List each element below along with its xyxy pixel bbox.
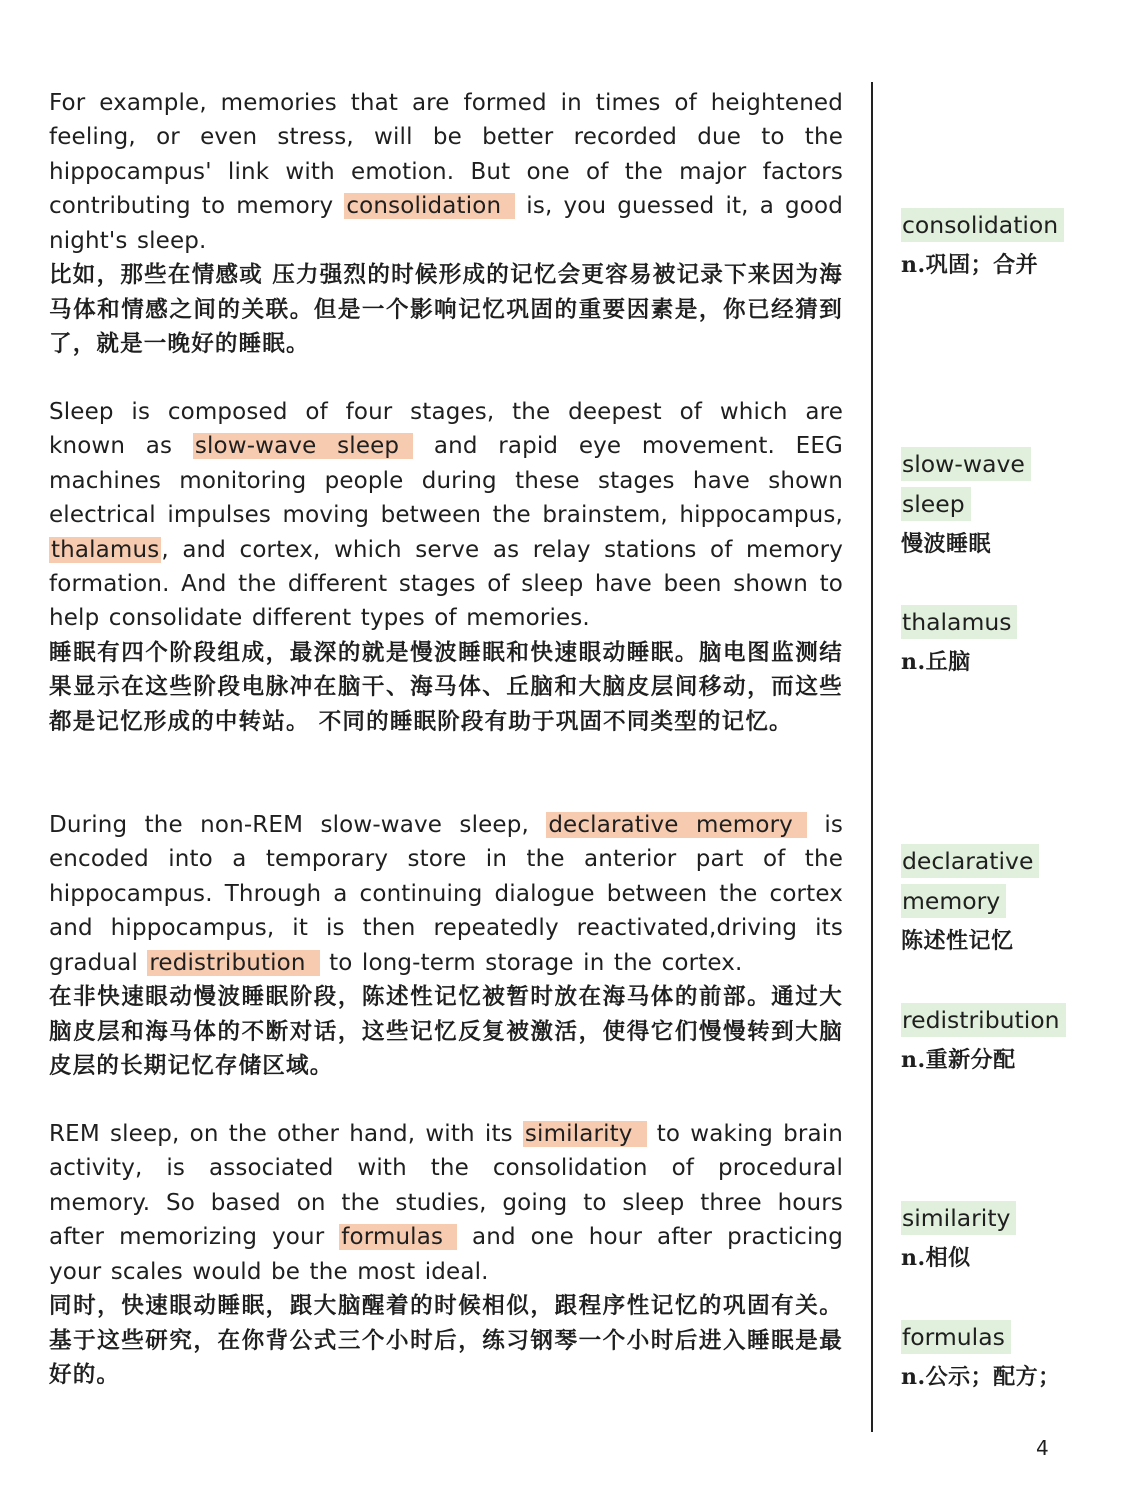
- highlighted-term: redistribution: [147, 950, 319, 976]
- text-segment: to waking brain activity, is associated with the consolidation of procedural memory. So based on the studies, going to sleep three hours after memorizing your: [49, 1121, 843, 1251]
- vocab-entry: [901, 605, 1111, 679]
- column-divider: [871, 82, 873, 1432]
- vocab-entry: [901, 208, 1111, 282]
- chinese-translation: 同时，快速眼动睡眠，跟大脑醒着的时候相似，跟程序性记忆的巩固有关。基于这些研究，在你背公式三个小时后，练习钢琴一个小时后进入睡眠是最好的。: [49, 1293, 843, 1389]
- highlighted-term: slow-wave sleep: [193, 433, 413, 459]
- vocab-entry: [901, 1320, 1111, 1394]
- text-segment: is encoded into a temporary store in the anterior part of the hippocampus. Through a continuing dialogue between the cortex and hippocampus, it is then repeatedly reactivated,driving its gradual: [49, 812, 844, 976]
- english-text: [49, 86, 843, 258]
- vocab-definition: n.丘脑: [901, 649, 971, 675]
- vocab-term-line: redistribution: [901, 1003, 1066, 1037]
- vocab-term: [901, 1201, 1111, 1241]
- vocab-entry: [901, 447, 1111, 561]
- vocab-term: [901, 605, 1111, 645]
- vocab-term: [901, 1320, 1111, 1360]
- vocab-term-line: consolidation: [901, 208, 1064, 242]
- text-segment: , and cortex, which serve as relay stations of memory formation. And the different stages of sleep have been shown to help consolidate different types of memories.: [49, 536, 843, 632]
- text-segment: to long-term storage in the cortex.: [319, 949, 743, 976]
- vocab-term-line: similarity: [901, 1201, 1016, 1235]
- chinese-translation: 在非快速眼动慢波睡眠阶段，陈述性记忆被暂时放在海马体的前部。通过大脑皮层和海马体的不断对话，这些记忆反复被激活，使得它们慢慢转到大脑皮层的长期记忆存储区域。: [49, 984, 843, 1080]
- vocab-term-line: thalamus: [901, 605, 1017, 639]
- vocab-definition: n.巩固；合并: [901, 252, 1039, 278]
- vocab-definition: 慢波睡眠: [901, 531, 992, 557]
- text-segment: and rapid eye movement. EEG machines monitoring people during these stages have shown electrical impulses moving between the brainstem, hippocampus,: [49, 433, 843, 529]
- vocab-definition: n.重新分配: [901, 1047, 1016, 1073]
- highlighted-term: similarity: [523, 1121, 647, 1147]
- highlighted-term: formulas: [339, 1224, 457, 1250]
- text-segment: During the non-REM slow-wave sleep,: [49, 812, 547, 838]
- vocab-term-line: sleep: [901, 487, 971, 521]
- vocab-term-line: declarative: [901, 844, 1039, 878]
- paragraph: [49, 808, 843, 1084]
- vocab-entry: [901, 844, 1111, 958]
- vocab-term-line: memory: [901, 884, 1006, 918]
- text-segment: and one hour after practicing your scales would be the most ideal.: [49, 1224, 843, 1285]
- vocab-term: [901, 208, 1111, 248]
- highlighted-term: consolidation: [344, 193, 515, 219]
- vocab-term: [901, 844, 1111, 924]
- page-number: 4: [1036, 1436, 1049, 1460]
- highlighted-term: declarative memory: [546, 812, 807, 838]
- highlighted-term: thalamus: [51, 536, 160, 563]
- vocab-definition: n.相似: [901, 1245, 971, 1271]
- text-segment: For example, memories that are formed in times of heightened feeling, or even stress, will be better recorded due to the hippocampus' link with emotion. But one of the major factors contributing to memory: [49, 90, 843, 220]
- chinese-translation: 睡眠有四个阶段组成，最深的就是慢波睡眠和快速眼动睡眠。脑电图监测结果显示在这些阶段电脉冲在脑干、海马体、丘脑和大脑皮层间移动，而这些都是记忆形成的中转站。 不同的睡眠阶段有助于巩固不同类型的记忆。: [49, 639, 843, 736]
- vocab-definition: 陈述性记忆: [901, 928, 1014, 954]
- text-segment: is, you guessed it, a good night's sleep.: [49, 193, 843, 254]
- text-segment: Sleep is composed of four stages, the deepest of which are known as: [49, 399, 843, 460]
- vocab-term: [901, 1003, 1111, 1043]
- vocab-term-line: formulas: [901, 1320, 1011, 1354]
- english-text: [49, 808, 843, 980]
- vocab-entry: [901, 1003, 1111, 1077]
- vocab-definition: n.公示；配方；: [901, 1364, 1061, 1390]
- chinese-translation: 比如，那些在情感或 压力强烈的时候形成的记忆会更容易被记录下来因为海马体和情感之间的关联。但是一个影响记忆巩固的重要因素是，你已经猜到了，就是一晚好的睡眠。: [49, 262, 843, 358]
- paragraph: [49, 395, 843, 740]
- text-segment: REM sleep, on the other hand, with its: [49, 1121, 523, 1147]
- english-text: [49, 395, 843, 636]
- vocab-term-line: slow-wave: [901, 447, 1031, 481]
- paragraph: [49, 1117, 843, 1393]
- paragraph: [49, 86, 843, 362]
- vocab-entry: [901, 1201, 1111, 1275]
- vocab-term: [901, 447, 1111, 527]
- english-text: [49, 1117, 843, 1289]
